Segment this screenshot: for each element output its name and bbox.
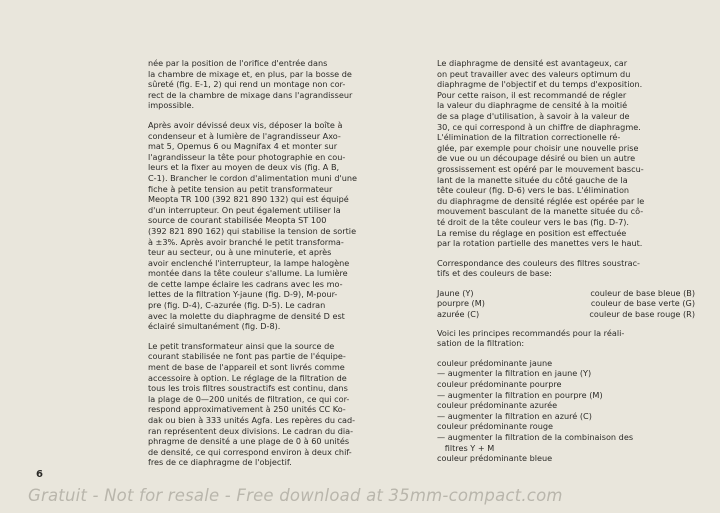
paragraph-mounting [148, 120, 420, 332]
text-line: sûreté (fig. E-1, 2) qui rend un montage non cor- [148, 79, 346, 90]
text-line: 30, ce qui correspond à un chiffre de diaphragme. [437, 121, 641, 132]
text-line: diaphragme de l'objectif et du temps d'exposition. [437, 79, 643, 90]
text-line: impossible. [148, 100, 195, 111]
principles-list [437, 358, 695, 464]
correspondence-row [437, 288, 695, 299]
list-item: filtres Y + M [437, 442, 495, 453]
text-line: phragme de densité a une plage de 0 à 60 unités [148, 436, 350, 447]
text-line: source de courant stabilisée Meopta ST 100 [148, 215, 327, 226]
text-line: teur au secteur, ou à une minuterie, et après [148, 247, 332, 258]
list-item: couleur prédominante pourpre [437, 379, 562, 390]
text-line: de cette lampe éclaire les cadrans avec les mo- [148, 278, 343, 289]
text-line: Après avoir dévissé deux vis, déposer la boîte à [148, 119, 343, 130]
text-line: ment de base de l'appareil et sont livrés comme [148, 362, 345, 373]
text-line: dak ou bien à 333 unités Agfa. Les repères du cad- [148, 415, 356, 425]
text-line: avec la molette du diaphragme de densité D est [148, 310, 345, 321]
correspondence-table [437, 288, 695, 320]
text-line: rect de la chambre de mixage dans l'agrandisseur [148, 89, 353, 100]
text-line: condenseur et à lumière de l'agrandisseur Axo- [148, 130, 341, 141]
text-line: mouvement basculant de la manette située du cô- [437, 206, 644, 217]
text-line: sation de la filtration: [437, 338, 525, 349]
list-item: couleur prédominante bleue [437, 453, 553, 464]
text-line: la chambre de mixage et, en plus, par la bosse de [148, 68, 352, 79]
text-line: ran représentent deux divisions. Le cadran du dia- [148, 425, 354, 436]
text-line: de densité, ce qui correspond environ à deux chif- [148, 446, 352, 457]
text-line: mat 5, Opemus 6 ou Magnifax 4 et monter sur [148, 141, 338, 152]
correspondence-row [437, 309, 695, 320]
base-color: couleur de base verte (G) [590, 298, 695, 309]
paragraph-mixing-chamber [148, 58, 420, 111]
text-line: Voici les principes recommandés pour la réali- [437, 327, 625, 338]
text-line: Correspondance des couleurs des filtres soustrac- [437, 257, 640, 268]
text-line: d'un interrupteur. On peut également utiliser la [148, 204, 341, 215]
text-line: C-1). Brancher le cordon d'alimentation muni d'une [148, 172, 358, 183]
text-line: lettes de la filtration Y-jaune (fig. D-9), M-pour- [148, 289, 338, 300]
text-line: té droit de la tête couleur vers le bas (fig. D-7). [437, 216, 629, 227]
text-line: tête couleur (fig. D-6) vers le bas. L'élimination [437, 185, 630, 196]
text-line: accessoire à option. Le réglage de la filtration de [148, 372, 347, 383]
list-item: — augmenter la filtration en jaune (Y) [437, 368, 592, 379]
text-line: L'élimination de la filtration correctionelle ré- [437, 132, 621, 143]
filter-color: azurée (C) [437, 309, 480, 320]
text-line: à ±3%. Après avoir branché le petit transforma- [148, 236, 344, 247]
text-line: de sa plage d'utilisation, à savoir à la valeur de [437, 110, 630, 121]
text-line: respond approximativement à 250 unités CC Ko- [148, 404, 346, 415]
text-line: Meopta TR 100 (392 821 890 132) qui est équipé [148, 194, 349, 205]
list-item: couleur prédominante rouge [437, 421, 554, 432]
text-line: pre (fig. D-4), C-azurée (fig. D-5). Le cadran [148, 300, 326, 311]
text-line: la valeur du diaphragme de censité à la moitié [437, 100, 628, 111]
text-line: grossissement est opéré par le mouvement bascu- [437, 163, 644, 174]
text-line: née par la position de l'orifice d'entrée dans [148, 58, 328, 68]
text-line: (392 821 890 162) qui stabilise la tension de sortie [148, 225, 357, 236]
correspondence-row [437, 298, 695, 309]
text-line: La remise du réglage en position est effectuée [437, 227, 627, 238]
base-color: couleur de base rouge (R) [589, 309, 695, 320]
page-number: 6 [36, 469, 43, 480]
base-color: couleur de base bleue (B) [590, 287, 695, 298]
text-line: leurs et la fixer au moyen de deux vis (fig. A B, [148, 162, 340, 173]
list-item: — augmenter la filtration de la combinaison des [437, 432, 634, 442]
text-line: tous les trois filtres soustractifs est continu, dans [148, 383, 348, 394]
principles-intro [437, 328, 695, 349]
text-line: avoir enclenché l'interrupteur, la lampe halogène [148, 257, 350, 268]
text-line: Pour cette raison, il est recommandé de régler [437, 89, 627, 100]
watermark: Gratuit - Not for resale - Free download at 35mm-compact.com [28, 486, 563, 505]
text-line: courant stabilisée ne font pas partie de l'équipe- [148, 351, 346, 362]
text-line: fres de ce diaphragme de l'objectif. [148, 457, 292, 468]
left-column [148, 58, 420, 477]
list-item: couleur prédominante azurée [437, 400, 558, 411]
list-item: — augmenter la filtration en azuré (C) [437, 410, 592, 421]
text-line: par la rotation partielle des manettes vers le haut. [437, 238, 643, 249]
text-line: on peut travailler avec des valeurs optimum du [437, 68, 631, 79]
list-item: couleur prédominante jaune [437, 357, 553, 368]
text-line: glée, par exemple pour choisir une nouvelle prise [437, 142, 639, 153]
text-line: tifs et des couleurs de base: [437, 268, 552, 279]
text-line: lant de la manette située du côté gauche de la [437, 174, 628, 185]
filter-color: pourpre (M) [437, 298, 485, 309]
text-line: Le petit transformateur ainsi que la source de [148, 340, 335, 351]
text-line: éclairé simultanément (fig. D-8). [148, 321, 281, 332]
text-line: l'agrandisseur la tête pour photographie en cou- [148, 151, 346, 162]
paragraph-density-diaphragm [437, 58, 695, 249]
text-line: fiche à petite tension au petit transformateur [148, 183, 333, 194]
text-line: la plage de 0—200 unités de filtration, ce qui cor- [148, 393, 350, 404]
text-line: Le diaphragme de densité est avantageux, car [437, 58, 628, 68]
right-column [437, 58, 695, 464]
text-line: montée dans la tête couleur s'allume. La lumière [148, 268, 348, 279]
list-item: — augmenter la filtration en pourpre (M) [437, 389, 603, 400]
text-line: de vue ou un découpage désiré ou bien un autre [437, 153, 636, 164]
paragraph-transformer [148, 341, 420, 468]
correspondence-intro [437, 258, 695, 279]
filter-color: Jaune (Y) [437, 287, 474, 298]
text-line: du diaphragme de densité réglée est opérée par le [437, 195, 645, 206]
